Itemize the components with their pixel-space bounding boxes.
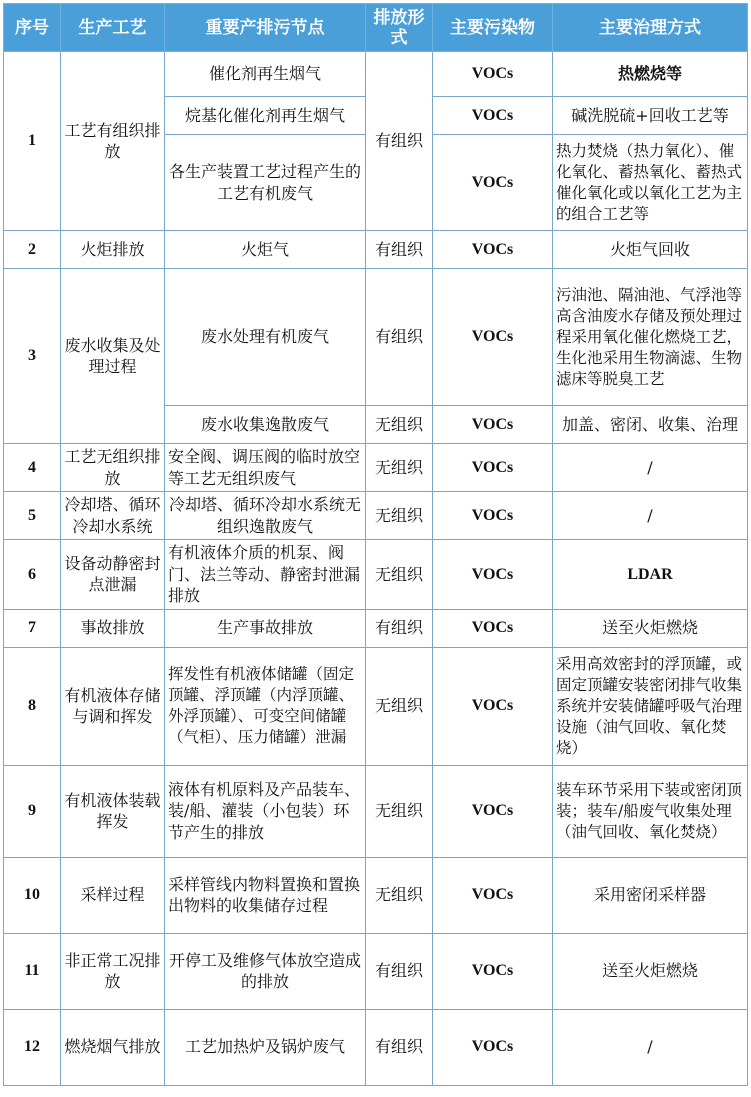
table-row	[4, 52, 748, 97]
cell-no: 12	[4, 1009, 61, 1085]
cell-node: 挥发性有机液体储罐（固定顶罐、浮顶罐（内浮顶罐、外浮顶罐）、可变空间储罐（气柜）、压力储罐）泄漏	[165, 647, 366, 765]
header-no: 序号	[4, 4, 61, 52]
cell-process: 冷却塔、循环冷却水系统	[61, 492, 165, 540]
cell-node: 废水处理有机废气	[165, 269, 366, 406]
cell-no: 3	[4, 269, 61, 444]
cell-emission-form: 无组织	[366, 647, 433, 765]
cell-node: 采样管线内物料置换和置换出物料的收集储存过程	[165, 857, 366, 933]
cell-no: 2	[4, 231, 61, 269]
cell-no: 10	[4, 857, 61, 933]
cell-pollutant: VOCs	[433, 609, 553, 647]
cell-pollutant: VOCs	[433, 135, 553, 231]
cell-node: 冷却塔、循环冷却水系统无组织逸散废气	[165, 492, 366, 540]
cell-emission-form: 无组织	[366, 765, 433, 857]
cell-pollutant: VOCs	[433, 1009, 553, 1085]
cell-process: 工艺无组织排放	[61, 444, 165, 492]
cell-node: 烷基化催化剂再生烟气	[165, 97, 366, 135]
table-row	[4, 231, 748, 269]
cell-node: 火炬气	[165, 231, 366, 269]
cell-pollutant: VOCs	[433, 540, 553, 610]
cell-emission-form: 无组织	[366, 492, 433, 540]
cell-node: 安全阀、调压阀的临时放空等工艺无组织废气	[165, 444, 366, 492]
cell-treatment: 送至火炬燃烧	[553, 609, 748, 647]
cell-emission-form: 无组织	[366, 857, 433, 933]
table-row	[4, 492, 748, 540]
cell-emission-form: 无组织	[366, 444, 433, 492]
cell-pollutant: VOCs	[433, 647, 553, 765]
cell-treatment: 采用密闭采样器	[553, 857, 748, 933]
cell-process: 有机液体存储与调和挥发	[61, 647, 165, 765]
cell-no: 5	[4, 492, 61, 540]
cell-treatment: 送至火炬燃烧	[553, 933, 748, 1009]
table-row	[4, 444, 748, 492]
cell-treatment: /	[553, 492, 748, 540]
cell-no: 9	[4, 765, 61, 857]
table-row	[4, 647, 748, 765]
cell-treatment: 装车环节采用下装或密闭顶装；装车/船废气收集处理（油气回收、氧化焚烧）	[553, 765, 748, 857]
cell-treatment: 碱洗脱硫+回收工艺等	[553, 97, 748, 135]
cell-node: 有机液体介质的机泵、阀门、法兰等动、静密封泄漏排放	[165, 540, 366, 610]
header-process: 生产工艺	[61, 4, 165, 52]
cell-emission-form: 无组织	[366, 540, 433, 610]
cell-process: 火炬排放	[61, 231, 165, 269]
cell-emission-form: 有组织	[366, 269, 433, 406]
cell-treatment: 采用高效密封的浮顶罐，或固定顶罐安装密闭排气收集系统并安装储罐呼吸气治理设施（油气回收、氧化焚烧）	[553, 647, 748, 765]
cell-node: 废水收集逸散废气	[165, 406, 366, 444]
cell-node: 工艺加热炉及锅炉废气	[165, 1009, 366, 1085]
cell-process: 非正常工况排放	[61, 933, 165, 1009]
cell-pollutant: VOCs	[433, 52, 553, 97]
cell-emission-form: 有组织	[366, 933, 433, 1009]
cell-emission-form: 有组织	[366, 609, 433, 647]
cell-no: 6	[4, 540, 61, 610]
cell-no: 1	[4, 52, 61, 231]
table-row	[4, 269, 748, 406]
header-treatment: 主要治理方式	[553, 4, 748, 52]
cell-process: 采样过程	[61, 857, 165, 933]
cell-process: 事故排放	[61, 609, 165, 647]
cell-pollutant: VOCs	[433, 492, 553, 540]
cell-treatment: /	[553, 444, 748, 492]
cell-process: 有机液体装载挥发	[61, 765, 165, 857]
cell-pollutant: VOCs	[433, 857, 553, 933]
cell-pollutant: VOCs	[433, 765, 553, 857]
table-row	[4, 933, 748, 1009]
header-pollutant: 主要污染物	[433, 4, 553, 52]
cell-node: 开停工及维修气体放空造成的排放	[165, 933, 366, 1009]
cell-treatment: 热力焚烧（热力氧化）、催化氧化、蓄热氧化、蓄热式催化氧化或以氧化工艺为主的组合工艺等	[553, 135, 748, 231]
table-row	[4, 765, 748, 857]
cell-node: 液体有机原料及产品装车、装/船、灌装（小包装）环节产生的排放	[165, 765, 366, 857]
cell-pollutant: VOCs	[433, 97, 553, 135]
cell-no: 4	[4, 444, 61, 492]
cell-node: 各生产装置工艺过程产生的工艺有机废气	[165, 135, 366, 231]
table-row	[4, 1009, 748, 1085]
cell-process: 设备动静密封点泄漏	[61, 540, 165, 610]
table-row	[4, 609, 748, 647]
cell-pollutant: VOCs	[433, 269, 553, 406]
cell-treatment: /	[553, 1009, 748, 1085]
cell-node: 催化剂再生烟气	[165, 52, 366, 97]
header-node: 重要产排污节点	[165, 4, 366, 52]
cell-treatment: 热燃烧等	[553, 52, 748, 97]
cell-treatment: LDAR	[553, 540, 748, 610]
cell-no: 11	[4, 933, 61, 1009]
cell-treatment: 污油池、隔油池、气浮池等高含油废水存储及预处理过程采用氧化催化燃烧工艺，生化池采用生物滴滤、生物滤床等脱臭工艺	[553, 269, 748, 406]
cell-node: 生产事故排放	[165, 609, 366, 647]
cell-process: 燃烧烟气排放	[61, 1009, 165, 1085]
cell-process: 工艺有组织排放	[61, 52, 165, 231]
header-emission-form: 排放形式	[366, 4, 433, 52]
table-row	[4, 857, 748, 933]
cell-treatment: 火炬气回收	[553, 231, 748, 269]
cell-no: 7	[4, 609, 61, 647]
cell-emission-form: 无组织	[366, 406, 433, 444]
cell-pollutant: VOCs	[433, 444, 553, 492]
cell-emission-form: 有组织	[366, 52, 433, 231]
cell-process: 废水收集及处理过程	[61, 269, 165, 444]
table-row	[4, 540, 748, 610]
header-row	[4, 4, 748, 52]
cell-treatment: 加盖、密闭、收集、治理	[553, 406, 748, 444]
cell-emission-form: 有组织	[366, 1009, 433, 1085]
pollution-source-table	[3, 3, 748, 1086]
cell-pollutant: VOCs	[433, 933, 553, 1009]
cell-emission-form: 有组织	[366, 231, 433, 269]
cell-no: 8	[4, 647, 61, 765]
cell-pollutant: VOCs	[433, 406, 553, 444]
cell-pollutant: VOCs	[433, 231, 553, 269]
